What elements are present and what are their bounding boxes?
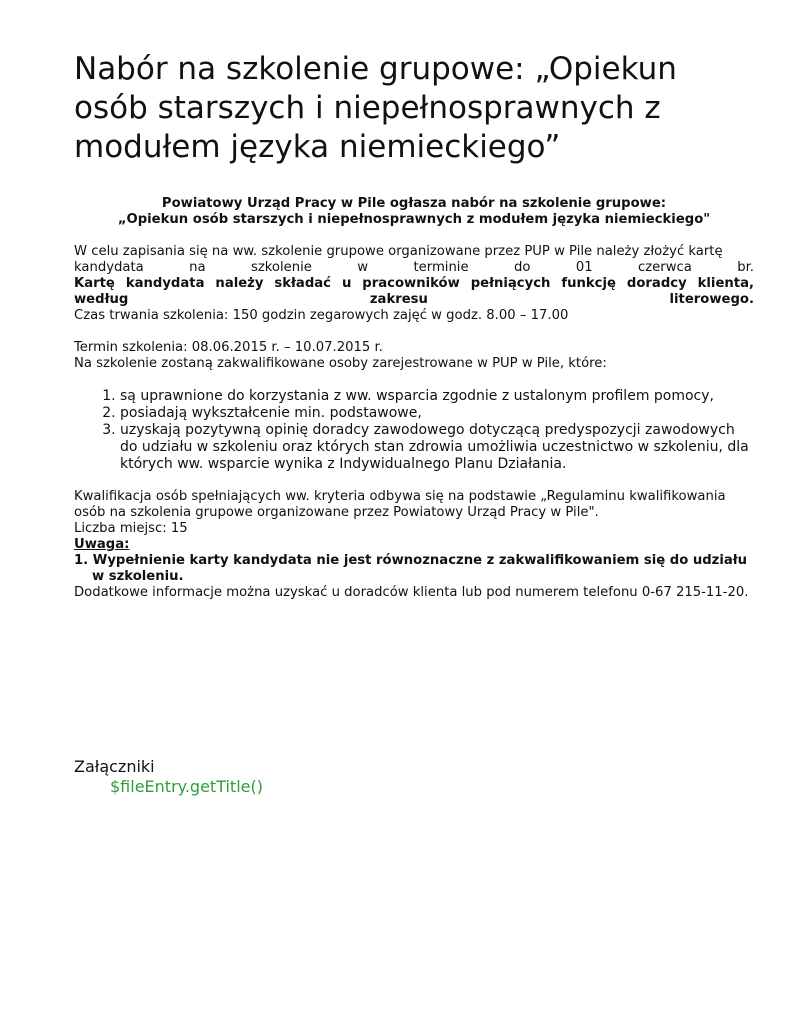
training-duration: Czas trwania szkolenia: 150 godzin zegarowych zajęć w godz. 8.00 – 17.00 bbox=[74, 308, 569, 323]
announcement-heading bbox=[74, 196, 754, 228]
list-item: 2. posiadają wykształcenie min. podstawowe, bbox=[120, 405, 754, 422]
places-count: Liczba miejsc: 15 bbox=[74, 521, 188, 536]
attachment-link[interactable]: $fileEntry.getTitle() bbox=[110, 777, 263, 796]
article-content bbox=[74, 196, 754, 601]
contact-info: Dodatkowe informacje można uzyskać u doradców klienta lub pod numerem telefonu 0-67 215-11-20. bbox=[74, 585, 749, 600]
note-line1: 1. Wypełnienie karty kandydata nie jest równoznaczne z zakwalifikowaniem się do udziału bbox=[74, 553, 748, 568]
application-line1: W celu zapisania się na ww. szkolenie grupowe organizowane przez PUP w Pile należy złożyć kartę bbox=[74, 244, 723, 259]
announcement-heading-line1: Powiatowy Urząd Pracy w Pile ogłasza nabór na szkolenie grupowe: bbox=[161, 196, 667, 211]
eligibility-intro: Na szkolenie zostaną zakwalifikowane osoby zarejestrowane w PUP w Pile, które: bbox=[74, 356, 607, 371]
announcement-heading-line2: „Opiekun osób starszych i niepełnosprawnych z modułem języka niemieckiego" bbox=[117, 212, 711, 227]
note-label: Uwaga: bbox=[74, 537, 130, 552]
list-item: 1. są uprawnione do korzystania z ww. wsparcia zgodnie z ustalonym profilem pomocy, bbox=[120, 388, 754, 405]
criteria-list bbox=[74, 388, 754, 473]
application-line2: kandydata na szkolenie w terminie do 01 czerwca br. bbox=[74, 260, 754, 275]
page-title: Nabór na szkolenie grupowe: „Opiekun osób starszych i niepełnosprawnych z modułem języka niemieckiego” bbox=[74, 51, 677, 165]
qualification-paragraph: Kwalifikacja osób spełniających ww. kryteria odbywa się na podstawie „Regulaminu kwalifikowania osób na szkolenia grupowe organizowane przez Powiatowy Urząd Pracy w Pile". bbox=[74, 489, 726, 520]
training-term: Termin szkolenia: 08.06.2015 r. – 10.07.2015 r. bbox=[74, 340, 383, 355]
note-line2: w szkoleniu. bbox=[92, 569, 184, 584]
list-item: 3. uzyskają pozytywną opinię doradcy zawodowego dotyczącą predyspozycji zawodowych do udziału w szkoleniu oraz których stan zdrowia umożliwia uczestnictwo w szkoleniu, dla których ww. wsparcie wynika z Indywidualnego Planu Działania. bbox=[120, 422, 754, 473]
application-bold-line1: Kartę kandydata należy składać u pracowników pełniących funkcję doradcy klienta, bbox=[74, 276, 754, 291]
attachments-label: Załączniki bbox=[74, 757, 155, 776]
attachments-section bbox=[74, 757, 263, 797]
application-paragraph bbox=[74, 244, 754, 308]
application-bold-line2: według zakresu literowego. bbox=[74, 292, 754, 307]
